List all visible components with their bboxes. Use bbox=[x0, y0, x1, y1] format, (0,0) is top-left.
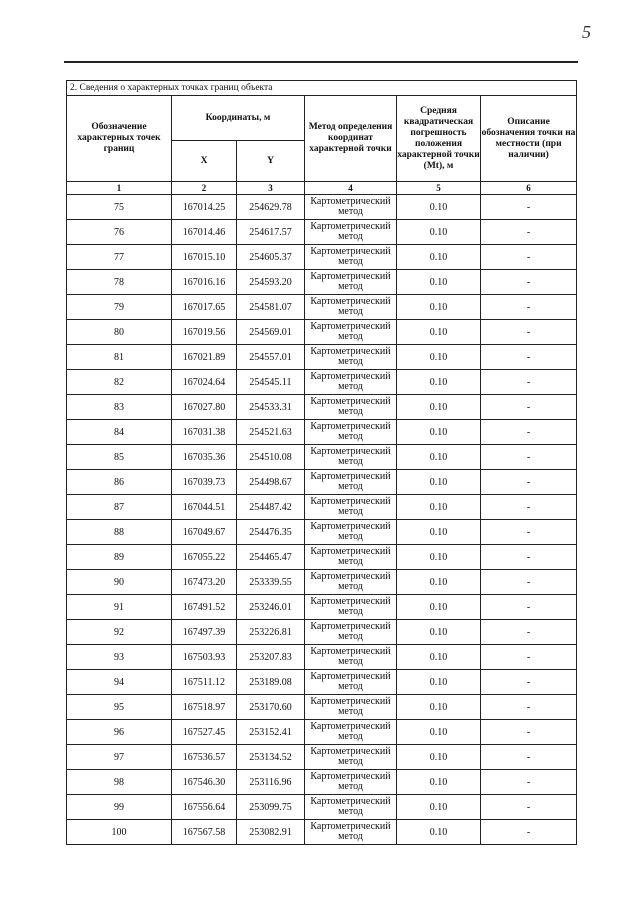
point-cell: 88 bbox=[67, 520, 172, 545]
point-cell: 94 bbox=[67, 670, 172, 695]
table-body bbox=[67, 195, 577, 845]
error-cell: 0.10 bbox=[397, 320, 481, 345]
method-cell: Картометрический метод bbox=[305, 645, 397, 670]
method-cell: Картометрический метод bbox=[305, 570, 397, 595]
y-coordinate-cell: 254581.07 bbox=[237, 295, 305, 320]
y-coordinate-cell: 254629.78 bbox=[237, 195, 305, 220]
description-cell: - bbox=[481, 420, 577, 445]
y-coordinate-cell: 254498.67 bbox=[237, 470, 305, 495]
point-cell: 92 bbox=[67, 620, 172, 645]
y-coordinate-cell: 253226.81 bbox=[237, 620, 305, 645]
column-number: 2 bbox=[172, 182, 237, 195]
x-coordinate-cell: 167049.67 bbox=[172, 520, 237, 545]
method-cell: Картометрический метод bbox=[305, 295, 397, 320]
table-row bbox=[67, 420, 577, 445]
method-cell: Картометрический метод bbox=[305, 220, 397, 245]
method-cell: Картометрический метод bbox=[305, 595, 397, 620]
y-coordinate-cell: 253207.83 bbox=[237, 645, 305, 670]
y-coordinate-cell: 254533.31 bbox=[237, 395, 305, 420]
table-row bbox=[67, 270, 577, 295]
y-coordinate-cell: 253170.60 bbox=[237, 695, 305, 720]
point-cell: 95 bbox=[67, 695, 172, 720]
column-number: 6 bbox=[481, 182, 577, 195]
method-cell: Картометрический метод bbox=[305, 695, 397, 720]
point-cell: 86 bbox=[67, 470, 172, 495]
error-cell: 0.10 bbox=[397, 595, 481, 620]
point-cell: 84 bbox=[67, 420, 172, 445]
point-cell: 93 bbox=[67, 645, 172, 670]
method-cell: Картометрический метод bbox=[305, 820, 397, 845]
method-cell: Картометрический метод bbox=[305, 370, 397, 395]
error-cell: 0.10 bbox=[397, 420, 481, 445]
description-cell: - bbox=[481, 345, 577, 370]
header-point-designation: Обозначение характерных точек границ bbox=[67, 96, 172, 182]
table-row bbox=[67, 620, 577, 645]
x-coordinate-cell: 167024.64 bbox=[172, 370, 237, 395]
error-cell: 0.10 bbox=[397, 220, 481, 245]
table-row bbox=[67, 645, 577, 670]
x-coordinate-cell: 167567.58 bbox=[172, 820, 237, 845]
table-row bbox=[67, 395, 577, 420]
method-cell: Картометрический метод bbox=[305, 320, 397, 345]
table-row bbox=[67, 320, 577, 345]
table-row bbox=[67, 570, 577, 595]
description-cell: - bbox=[481, 395, 577, 420]
y-coordinate-cell: 253152.41 bbox=[237, 720, 305, 745]
method-cell: Картометрический метод bbox=[305, 420, 397, 445]
method-cell: Картометрический метод bbox=[305, 470, 397, 495]
y-coordinate-cell: 254605.37 bbox=[237, 245, 305, 270]
x-coordinate-cell: 167044.51 bbox=[172, 495, 237, 520]
description-cell: - bbox=[481, 745, 577, 770]
description-cell: - bbox=[481, 470, 577, 495]
y-coordinate-cell: 253339.55 bbox=[237, 570, 305, 595]
y-coordinate-cell: 254569.01 bbox=[237, 320, 305, 345]
column-number: 4 bbox=[305, 182, 397, 195]
y-coordinate-cell: 254545.11 bbox=[237, 370, 305, 395]
table-row bbox=[67, 670, 577, 695]
method-cell: Картометрический метод bbox=[305, 545, 397, 570]
method-cell: Картометрический метод bbox=[305, 520, 397, 545]
table-row bbox=[67, 520, 577, 545]
x-coordinate-cell: 167518.97 bbox=[172, 695, 237, 720]
description-cell: - bbox=[481, 770, 577, 795]
point-cell: 81 bbox=[67, 345, 172, 370]
description-cell: - bbox=[481, 295, 577, 320]
point-cell: 98 bbox=[67, 770, 172, 795]
table-row bbox=[67, 195, 577, 220]
y-coordinate-cell: 254487.42 bbox=[237, 495, 305, 520]
description-cell: - bbox=[481, 545, 577, 570]
x-coordinate-cell: 167039.73 bbox=[172, 470, 237, 495]
method-cell: Картометрический метод bbox=[305, 270, 397, 295]
table-row bbox=[67, 770, 577, 795]
description-cell: - bbox=[481, 320, 577, 345]
x-coordinate-cell: 167556.64 bbox=[172, 795, 237, 820]
method-cell: Картометрический метод bbox=[305, 495, 397, 520]
table-row bbox=[67, 595, 577, 620]
header-method: Метод определения координат характерной точки bbox=[305, 96, 397, 182]
column-number: 5 bbox=[397, 182, 481, 195]
point-cell: 85 bbox=[67, 445, 172, 470]
y-coordinate-cell: 254617.57 bbox=[237, 220, 305, 245]
point-cell: 80 bbox=[67, 320, 172, 345]
description-cell: - bbox=[481, 445, 577, 470]
table-row bbox=[67, 695, 577, 720]
error-cell: 0.10 bbox=[397, 370, 481, 395]
x-coordinate-cell: 167055.22 bbox=[172, 545, 237, 570]
x-coordinate-cell: 167536.57 bbox=[172, 745, 237, 770]
method-cell: Картометрический метод bbox=[305, 245, 397, 270]
error-cell: 0.10 bbox=[397, 495, 481, 520]
table-row bbox=[67, 295, 577, 320]
column-number: 1 bbox=[67, 182, 172, 195]
point-cell: 91 bbox=[67, 595, 172, 620]
point-cell: 75 bbox=[67, 195, 172, 220]
error-cell: 0.10 bbox=[397, 720, 481, 745]
method-cell: Картометрический метод bbox=[305, 670, 397, 695]
point-cell: 82 bbox=[67, 370, 172, 395]
y-coordinate-cell: 254465.47 bbox=[237, 545, 305, 570]
x-coordinate-cell: 167527.45 bbox=[172, 720, 237, 745]
table-row bbox=[67, 495, 577, 520]
method-cell: Картометрический метод bbox=[305, 795, 397, 820]
description-cell: - bbox=[481, 245, 577, 270]
error-cell: 0.10 bbox=[397, 445, 481, 470]
description-cell: - bbox=[481, 370, 577, 395]
description-cell: - bbox=[481, 570, 577, 595]
error-cell: 0.10 bbox=[397, 195, 481, 220]
error-cell: 0.10 bbox=[397, 270, 481, 295]
error-cell: 0.10 bbox=[397, 645, 481, 670]
table-row bbox=[67, 745, 577, 770]
error-cell: 0.10 bbox=[397, 620, 481, 645]
section-title: 2. Сведения о характерных точках границ объекта bbox=[67, 81, 577, 96]
point-cell: 97 bbox=[67, 745, 172, 770]
y-coordinate-cell: 253116.96 bbox=[237, 770, 305, 795]
x-coordinate-cell: 167546.30 bbox=[172, 770, 237, 795]
description-cell: - bbox=[481, 520, 577, 545]
x-coordinate-cell: 167035.36 bbox=[172, 445, 237, 470]
point-cell: 76 bbox=[67, 220, 172, 245]
method-cell: Картометрический метод bbox=[305, 770, 397, 795]
description-cell: - bbox=[481, 195, 577, 220]
description-cell: - bbox=[481, 620, 577, 645]
error-cell: 0.10 bbox=[397, 545, 481, 570]
description-cell: - bbox=[481, 270, 577, 295]
error-cell: 0.10 bbox=[397, 295, 481, 320]
boundary-points-table bbox=[66, 80, 577, 845]
description-cell: - bbox=[481, 220, 577, 245]
header-y: Y bbox=[237, 141, 305, 182]
table-row bbox=[67, 720, 577, 745]
page-number: 5 bbox=[582, 22, 591, 42]
point-cell: 89 bbox=[67, 545, 172, 570]
x-coordinate-cell: 167017.65 bbox=[172, 295, 237, 320]
error-cell: 0.10 bbox=[397, 245, 481, 270]
y-coordinate-cell: 254557.01 bbox=[237, 345, 305, 370]
table-row bbox=[67, 220, 577, 245]
method-cell: Картометрический метод bbox=[305, 745, 397, 770]
table-row bbox=[67, 545, 577, 570]
x-coordinate-cell: 167511.12 bbox=[172, 670, 237, 695]
table-row bbox=[67, 470, 577, 495]
table-row bbox=[67, 820, 577, 845]
point-cell: 100 bbox=[67, 820, 172, 845]
x-coordinate-cell: 167491.52 bbox=[172, 595, 237, 620]
header-description: Описание обозначения точки на местности (при наличии) bbox=[481, 96, 577, 182]
point-cell: 78 bbox=[67, 270, 172, 295]
header-error: Средняя квадратическая погрешность положения характерной точки (Mt), м bbox=[397, 96, 481, 182]
error-cell: 0.10 bbox=[397, 570, 481, 595]
header-coordinates: Координаты, м bbox=[172, 96, 305, 141]
error-cell: 0.10 bbox=[397, 470, 481, 495]
table-row bbox=[67, 370, 577, 395]
x-coordinate-cell: 167014.25 bbox=[172, 195, 237, 220]
y-coordinate-cell: 254593.20 bbox=[237, 270, 305, 295]
top-divider bbox=[64, 61, 578, 63]
point-cell: 87 bbox=[67, 495, 172, 520]
y-coordinate-cell: 253246.01 bbox=[237, 595, 305, 620]
header-x: X bbox=[172, 141, 237, 182]
method-cell: Картометрический метод bbox=[305, 345, 397, 370]
description-cell: - bbox=[481, 695, 577, 720]
y-coordinate-cell: 253099.75 bbox=[237, 795, 305, 820]
description-cell: - bbox=[481, 495, 577, 520]
error-cell: 0.10 bbox=[397, 795, 481, 820]
column-number-row bbox=[67, 182, 577, 195]
table-row bbox=[67, 345, 577, 370]
error-cell: 0.10 bbox=[397, 770, 481, 795]
error-cell: 0.10 bbox=[397, 345, 481, 370]
x-coordinate-cell: 167473.20 bbox=[172, 570, 237, 595]
point-cell: 83 bbox=[67, 395, 172, 420]
method-cell: Картометрический метод bbox=[305, 395, 397, 420]
x-coordinate-cell: 167497.39 bbox=[172, 620, 237, 645]
y-coordinate-cell: 254476.35 bbox=[237, 520, 305, 545]
x-coordinate-cell: 167016.16 bbox=[172, 270, 237, 295]
method-cell: Картометрический метод bbox=[305, 445, 397, 470]
point-cell: 77 bbox=[67, 245, 172, 270]
x-coordinate-cell: 167027.80 bbox=[172, 395, 237, 420]
x-coordinate-cell: 167031.38 bbox=[172, 420, 237, 445]
table-row bbox=[67, 795, 577, 820]
point-cell: 96 bbox=[67, 720, 172, 745]
error-cell: 0.10 bbox=[397, 395, 481, 420]
description-cell: - bbox=[481, 795, 577, 820]
error-cell: 0.10 bbox=[397, 745, 481, 770]
error-cell: 0.10 bbox=[397, 820, 481, 845]
x-coordinate-cell: 167014.46 bbox=[172, 220, 237, 245]
y-coordinate-cell: 254510.08 bbox=[237, 445, 305, 470]
point-cell: 79 bbox=[67, 295, 172, 320]
y-coordinate-cell: 253189.08 bbox=[237, 670, 305, 695]
y-coordinate-cell: 253134.52 bbox=[237, 745, 305, 770]
point-cell: 99 bbox=[67, 795, 172, 820]
x-coordinate-cell: 167015.10 bbox=[172, 245, 237, 270]
error-cell: 0.10 bbox=[397, 695, 481, 720]
y-coordinate-cell: 254521.63 bbox=[237, 420, 305, 445]
description-cell: - bbox=[481, 645, 577, 670]
point-cell: 90 bbox=[67, 570, 172, 595]
x-coordinate-cell: 167021.89 bbox=[172, 345, 237, 370]
x-coordinate-cell: 167019.56 bbox=[172, 320, 237, 345]
method-cell: Картометрический метод bbox=[305, 720, 397, 745]
table-row bbox=[67, 445, 577, 470]
table-row bbox=[67, 245, 577, 270]
method-cell: Картометрический метод bbox=[305, 620, 397, 645]
description-cell: - bbox=[481, 670, 577, 695]
method-cell: Картометрический метод bbox=[305, 195, 397, 220]
description-cell: - bbox=[481, 820, 577, 845]
error-cell: 0.10 bbox=[397, 670, 481, 695]
error-cell: 0.10 bbox=[397, 520, 481, 545]
y-coordinate-cell: 253082.91 bbox=[237, 820, 305, 845]
column-number: 3 bbox=[237, 182, 305, 195]
description-cell: - bbox=[481, 595, 577, 620]
description-cell: - bbox=[481, 720, 577, 745]
x-coordinate-cell: 167503.93 bbox=[172, 645, 237, 670]
